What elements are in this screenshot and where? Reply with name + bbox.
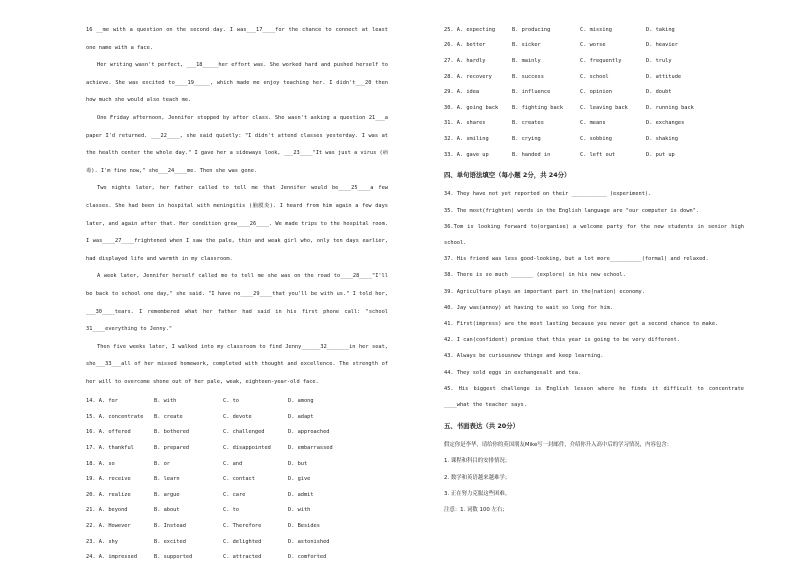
option: D. approached [288, 429, 330, 436]
question-item: 36.Tom is looking forward to(organise) a welcome party for the new students in senior high school. [444, 223, 748, 246]
option: D. truly [646, 57, 672, 64]
option: B. about [154, 507, 180, 514]
section-heading: 五、书面表达（共 20分） [444, 422, 520, 431]
option: B. influence [512, 89, 551, 96]
question-item: 35. The most(frighten) words in the English language are "our computer is down". [444, 207, 700, 214]
option: B. mainly [512, 57, 541, 64]
option: 14. A. for [86, 398, 118, 405]
option-row [86, 534, 388, 550]
option: 21. A. beyond [86, 507, 128, 514]
option: D. attitude [646, 73, 682, 80]
option: D. adapt [288, 413, 314, 420]
option: B. producing [512, 26, 551, 33]
option: D. astonished [288, 538, 330, 545]
option-row [444, 100, 744, 116]
question-item: 40. Jay was(annoy) at having to wait so long for him. [444, 304, 614, 311]
option-row [86, 471, 388, 487]
option: 27. A. hardly [444, 57, 486, 64]
option: D. shaking [646, 135, 678, 142]
passage-paragraph: Then five weeks later, I walked into my classroom to find Jenny______32_______in her seat, she___33___all of her missed homework, completed with thought and excellence. The strength of her will to overcome shone out of her pale, weak, eighteen-year-old face. [86, 343, 392, 385]
passage-paragraph: 16 __me with a question on the second day. I was___17____for the chance to connect at least one name with a face. [86, 27, 392, 51]
option: C. delighted [223, 538, 262, 545]
option: 26. A. better [444, 42, 486, 49]
option: D. give [288, 476, 311, 483]
option: 18. A. so [86, 460, 115, 467]
option-row [444, 22, 744, 38]
option: 24. A. impressed [86, 554, 138, 561]
option: C. Therefore [223, 523, 262, 530]
option: 33. A. gave up [444, 151, 489, 158]
right-column [444, 22, 748, 518]
option: 16. A. offered [86, 429, 131, 436]
option: C. to [223, 398, 239, 405]
option-row [86, 487, 388, 503]
option: B. bothered [154, 429, 190, 436]
option: B. sicker [512, 42, 541, 49]
option-row [444, 131, 744, 147]
option: C. to [223, 507, 239, 514]
option: 31. A. shares [444, 120, 486, 127]
option: C. care [223, 491, 246, 498]
option: D. put up [646, 151, 675, 158]
question-item: 39. Agriculture plays an important part in the(nation) economy. [444, 288, 645, 295]
option: C. sobbing [580, 135, 612, 142]
question-item: 41. First(impress) are the most lasting because you never get a second chance to make. [444, 320, 719, 327]
option: B. handed in [512, 151, 551, 158]
option-row [86, 393, 388, 409]
option: B. success [512, 73, 544, 80]
option: 30. A. going back [444, 104, 499, 111]
option: C. means [580, 120, 606, 127]
option-row [444, 147, 744, 163]
section-heading: 四、单句语法填空（每小题 2分，共 24分） [444, 171, 571, 180]
option: B. crying [512, 135, 541, 142]
option: 17. A. thankful [86, 445, 134, 452]
left-column [86, 22, 392, 565]
option: B. argue [154, 491, 180, 498]
option: C. worse [580, 42, 606, 49]
option: D. taking [646, 26, 675, 33]
question-item: 42. I can(confident) promise that this year is going to be very different. [444, 337, 680, 344]
option: C. contact [223, 476, 255, 483]
option: C. left out [580, 151, 616, 158]
option: 22. A. However [86, 523, 131, 530]
option-row [444, 53, 744, 69]
option: C. attracted [223, 554, 262, 561]
option: 20. A. realize [86, 491, 131, 498]
option-row [86, 440, 388, 456]
option: B. prepared [154, 445, 190, 452]
option: D. with [288, 507, 311, 514]
option: 23. A. shy [86, 538, 118, 545]
writing-point: 3. 正在努力克服这些困难。 [444, 490, 511, 497]
option: C. challenged [223, 429, 265, 436]
option: B. create [154, 413, 183, 420]
option: B. learn [154, 476, 180, 483]
question-item: 38. There is so much _______ (explore) in his new school. [444, 272, 626, 279]
option-row [86, 503, 388, 519]
writing-point: 2. 数学和英语越来越难学； [444, 474, 511, 481]
option: 25. A. expecting [444, 26, 496, 33]
question-item: 43. Always be curiousnew things and keep learning. [444, 353, 604, 360]
option-row [86, 549, 388, 565]
option-row [444, 69, 744, 85]
option: 29. A. idea [444, 89, 480, 96]
option: D. running back [646, 104, 694, 111]
question-item: 37. His friend was less good-looking, but a lot more__________(formal) and relaxed. [444, 256, 709, 263]
option: B. or [154, 460, 170, 467]
option-row [444, 84, 744, 100]
option: D. but [288, 460, 308, 467]
option: 15. A. concentrate [86, 413, 144, 420]
option-row [86, 456, 388, 472]
option: D. heavier [646, 42, 678, 49]
option-row [86, 518, 388, 534]
options-list [86, 393, 388, 565]
option: D. embarrassed [288, 445, 333, 452]
option: C. disappointed [223, 445, 271, 452]
options-list [444, 22, 744, 162]
question-item: 44. They sold eggs in exchangesalt and tea. [444, 369, 582, 376]
option: C. opinion [580, 89, 612, 96]
passage-paragraph: One Friday afternoon, Jennifer stopped by after class. She wasn't asking a question 21___a paper I'd returned. ___22____, she said quietly: "I didn't attend classes yesterday. I was at the health center the whole day." I gave her a sideways look, ___23____"It was just a virus (病毒). I'm fine now," she___24____me. Then she was gone. [86, 114, 392, 174]
option: B. Instead [154, 523, 186, 530]
option: D. comforted [288, 554, 327, 561]
option: C. school [580, 73, 609, 80]
option: B. excited [154, 538, 186, 545]
option: C. leaving back [580, 104, 628, 111]
option-row [86, 409, 388, 425]
passage-paragraph: Her writing wasn't perfect, ___18_____her effort was. She worked hard and pushed herself to achieve. She was excited to____19_____, which made me enjoy teaching her. I didn't___20 then how much she would also teach me. [86, 62, 392, 104]
option: C. missing [580, 26, 612, 33]
writing-note: 注意：1. 词数 100 左右； [444, 507, 508, 513]
passage-paragraph: Two nights later, her father called to tell me that Jennifer would be____25____a few classes. She had been in hospital with meningitis (脑膜炎). I heard from him again a few days later, and again after that. Her condition grew____26____. We made trips to the hospital room. I was____27____frightened when I saw the pale, thin and weak girl who, only ten days earlier, had displayed life and warmth in my classroom. [86, 185, 392, 262]
option-row [444, 38, 744, 54]
question-item: 34. They have not yet reported on their ___________ (experiment). [444, 191, 652, 198]
option: D. doubt [646, 89, 672, 96]
writing-point: 1. 课程和科目的安排情况； [444, 458, 511, 465]
option: 28. A. recovery [444, 73, 492, 80]
option: B. supported [154, 554, 193, 561]
passage-paragraph: A week later, Jennifer herself called me to tell me she was on the road to____28____"I'll be back to school one day," she said. "I have no____29____that you'll be with us." I told her, ___30____tears. I remembered what her father had said in his first phone call: "school 31____everything to Jenny." [86, 273, 392, 333]
option: D. admit [288, 491, 314, 498]
option: B. fighting back [512, 104, 564, 111]
option-row [444, 116, 744, 132]
option: B. creates [512, 120, 544, 127]
option: D. Besides [288, 523, 320, 530]
option-row [86, 425, 388, 441]
option: C. and [223, 460, 243, 467]
option: B. with [154, 398, 177, 405]
option: D. among [288, 398, 314, 405]
option: D. exchanges [646, 120, 685, 127]
option: C. frequently [580, 57, 622, 64]
option: 32. A. smiling [444, 135, 489, 142]
writing-intro: 假定你是李华，请给你的英国朋友Mike写一封邮件，介绍你升入高中后的学习情况，内容包含： [444, 442, 673, 449]
option: C. devote [223, 413, 252, 420]
option: 19. A. receive [86, 476, 131, 483]
question-item: 45. His biggest challenge is English lesson where he finds it difficult to concentrate ____what the teacher says. [444, 385, 748, 408]
